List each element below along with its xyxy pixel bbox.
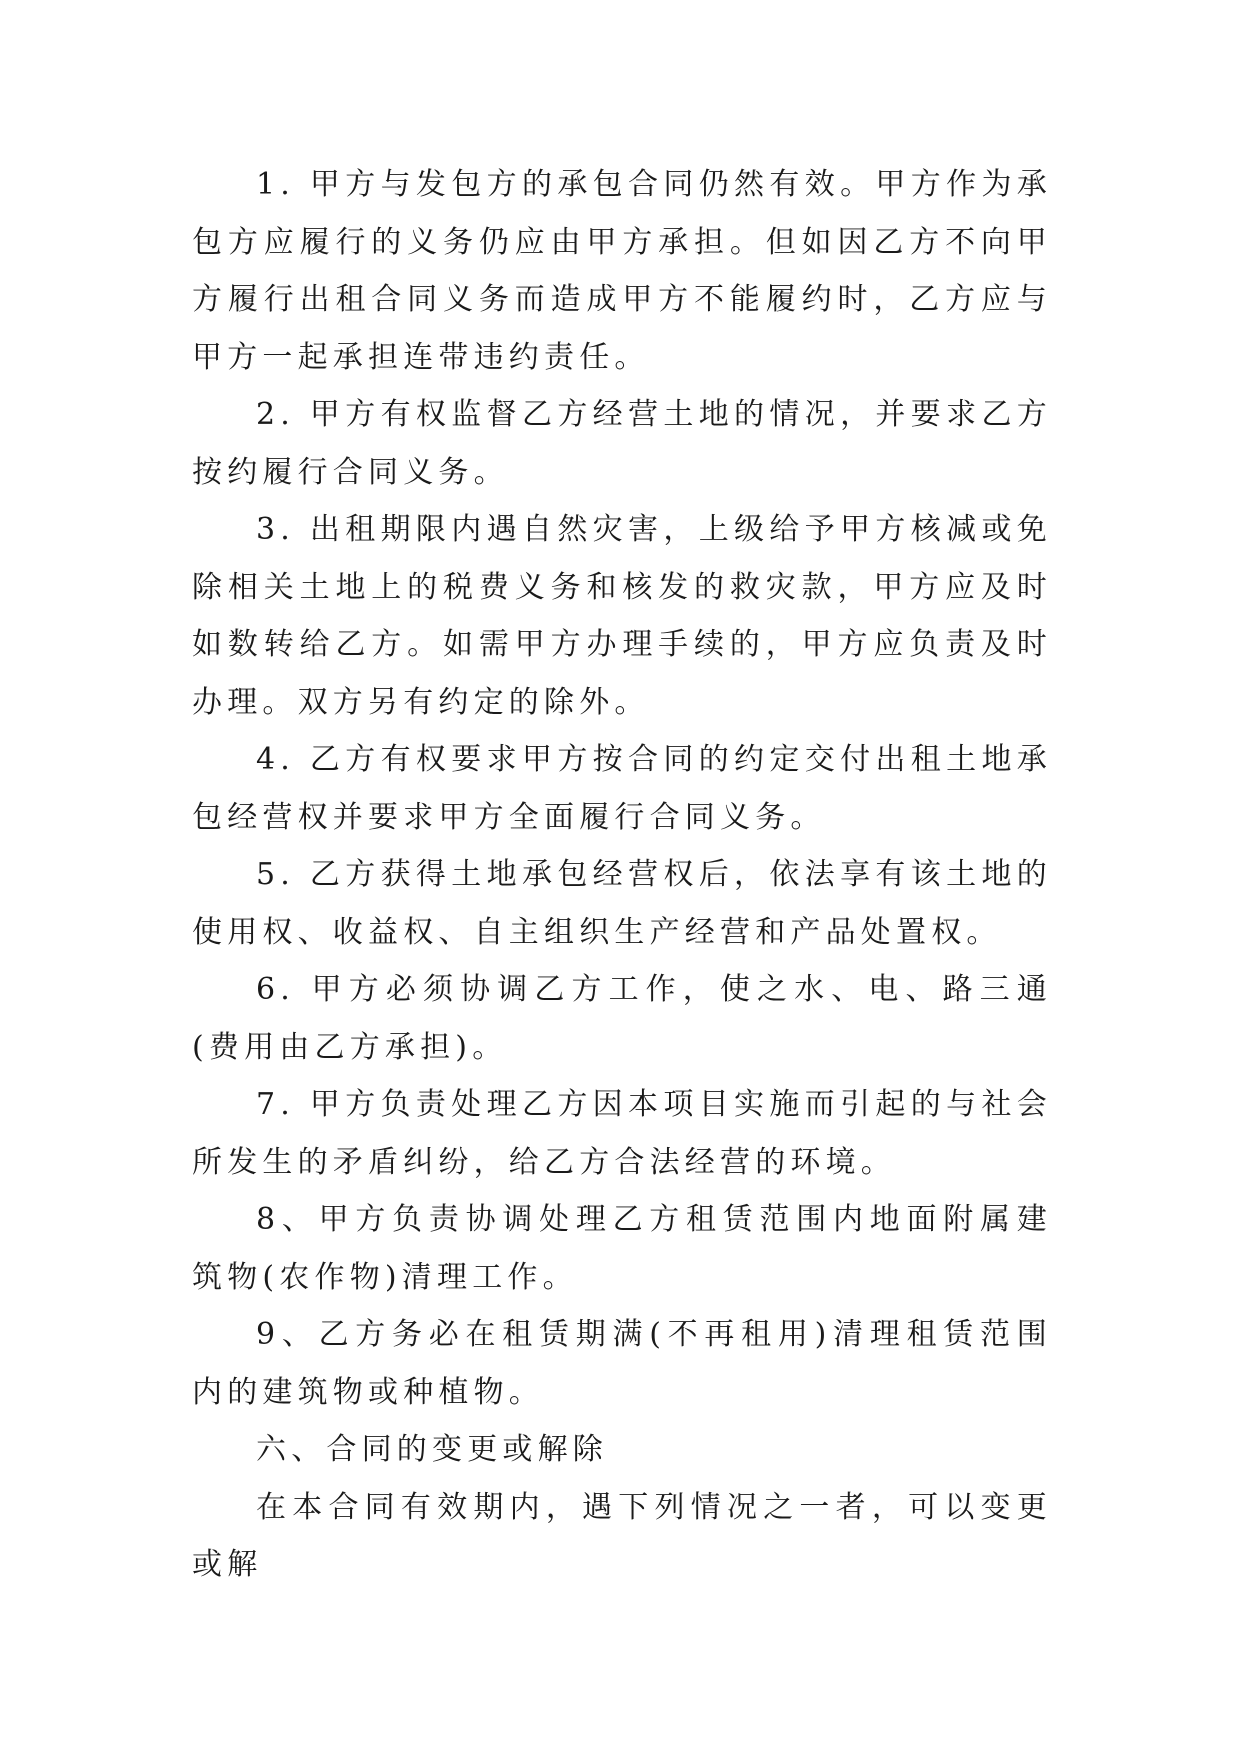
clause-8: 8、甲方负责协调处理乙方租赁范围内地面附属建筑物(农作物)清理工作。 — [192, 1202, 1052, 1295]
clause-1: 1. 甲方与发包方的承包合同仍然有效。甲方作为承包方应履行的义务仍应由甲方承担。但如因乙方不向甲方履行出租合同义务而造成甲方不能履约时，乙方应与甲方一起承担连带违约责任。 — [192, 167, 1052, 375]
clause-4: 4. 乙方有权要求甲方按合同的约定交付出租土地承包经营权并要求甲方全面履行合同义务。 — [192, 742, 1052, 835]
section-heading: 六、合同的变更或解除 — [256, 1432, 608, 1467]
section-intro: 在本合同有效期内，遇下列情况之一者，可以变更或解 — [192, 1489, 1052, 1582]
document-page — [192, 156, 1052, 1594]
clause-2: 2. 甲方有权监督乙方经营土地的情况，并要求乙方按约履行合同义务。 — [192, 397, 1052, 490]
clause-9: 9、乙方务必在租赁期满(不再租用)清理租赁范围内的建筑物或种植物。 — [192, 1317, 1052, 1410]
clause-7: 7. 甲方负责处理乙方因本项目实施而引起的与社会所发生的矛盾纠纷，给乙方合法经营的环境。 — [192, 1087, 1052, 1180]
clause-3: 3. 出租期限内遇自然灾害，上级给予甲方核减或免除相关土地上的税费义务和核发的救灾款，甲方应及时如数转给乙方。如需甲方办理手续的，甲方应负责及时办理。双方另有约定的除外。 — [192, 512, 1052, 720]
clause-5: 5. 乙方获得土地承包经营权后，依法享有该土地的使用权、收益权、自主组织生产经营和产品处置权。 — [192, 857, 1052, 950]
clause-6: 6. 甲方必须协调乙方工作，使之水、电、路三通(费用由乙方承担)。 — [192, 972, 1052, 1065]
